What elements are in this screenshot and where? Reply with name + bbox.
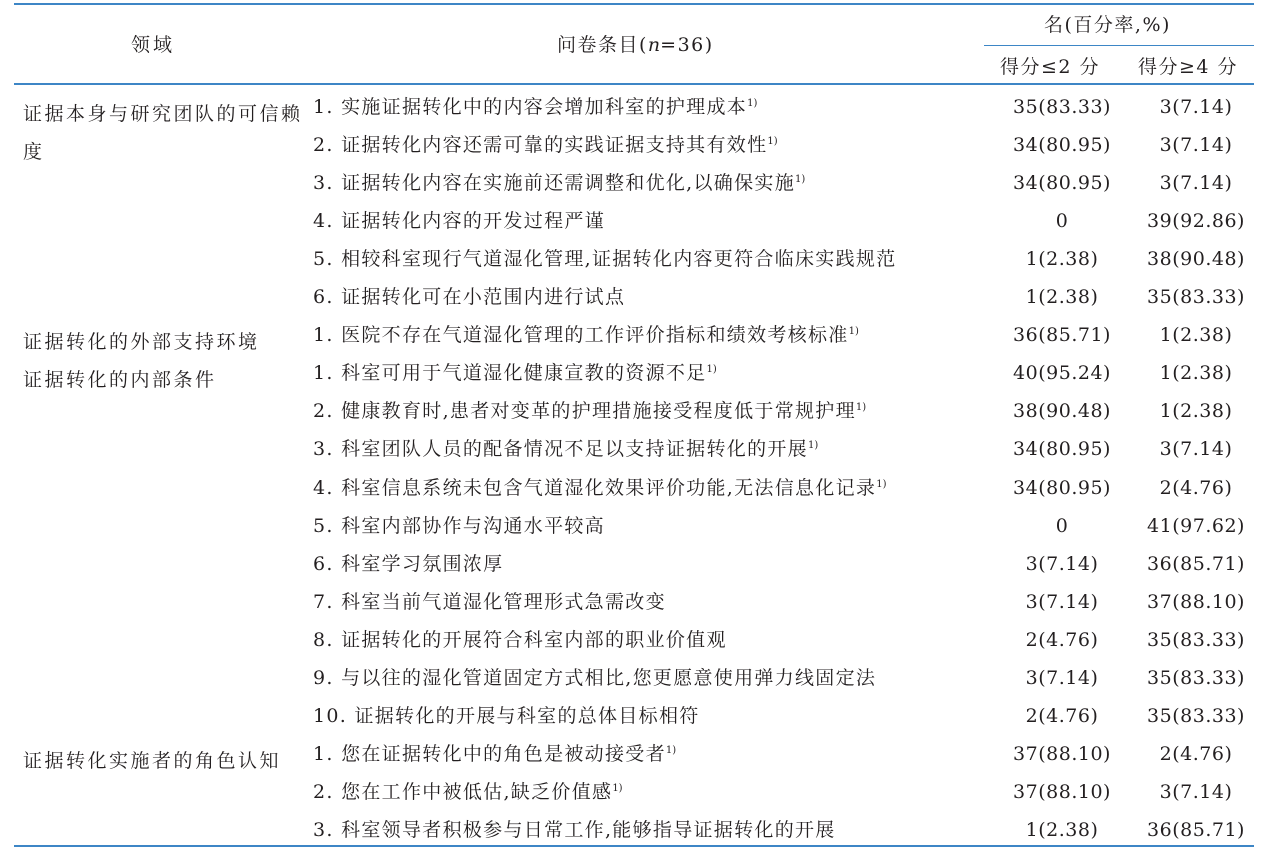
item-cell (313, 247, 897, 271)
item-cell (313, 590, 666, 614)
item-text: 8. 证据转化的开展符合科室内部的职业价值观 (313, 628, 727, 651)
item-cell (313, 285, 625, 309)
header-item-prefix: 问卷条目( (557, 34, 648, 56)
score-high-cell: 35(83.33) (1147, 704, 1245, 727)
item-cell (313, 133, 778, 157)
domain-cell: 证据本身与研究团队的可信赖度 (23, 103, 303, 163)
item-text: 1. 实施证据转化中的内容会增加科室的护理成本 (313, 96, 748, 118)
item-cell (313, 437, 818, 461)
footnote-marker: 1) (876, 478, 887, 490)
score-low-cell: 35(83.33) (1013, 96, 1111, 118)
score-high-cell: 3(7.14) (1159, 780, 1233, 803)
item-cell (313, 209, 605, 233)
item-text: 10. 证据转化的开展与科室的总体目标相符 (313, 704, 700, 727)
item-cell (313, 552, 503, 576)
score-high-cell: 1(2.38) (1159, 362, 1233, 385)
item-text: 7. 科室当前气道湿化管理形式急需改变 (313, 590, 666, 613)
item-cell (313, 666, 876, 690)
table-row (0, 316, 1268, 354)
table-row (0, 773, 1268, 811)
item-text: 1. 医院不存在气道湿化管理的工作评价指标和绩效考核标准 (313, 324, 849, 347)
table-row (0, 545, 1268, 583)
score-low-cell: 34(80.95) (1013, 172, 1111, 195)
header-item-suffix: =36) (660, 34, 714, 56)
item-text: 4. 证据转化内容的开发过程严谨 (313, 210, 605, 233)
item-text: 2. 健康教育时,患者对变革的护理措施接受程度低于常规护理 (313, 400, 856, 423)
item-cell (313, 818, 836, 842)
score-low-cell: 2(4.76) (1025, 704, 1099, 727)
score-low-cell: 37(88.10) (1013, 742, 1111, 765)
score-low-cell: 2(4.76) (1025, 628, 1099, 651)
header-count-percent: 名(百分率,%) (1044, 14, 1171, 36)
score-low-cell: 40(95.24) (1013, 362, 1111, 385)
footnote-marker: 1) (767, 136, 778, 148)
score-low-cell: 0 (1055, 514, 1069, 537)
item-text: 1. 科室可用于气道湿化健康宣教的资源不足 (313, 362, 707, 385)
score-low-cell: 1(2.38) (1025, 286, 1099, 309)
item-cell (313, 361, 717, 385)
score-high-cell: 36(85.71) (1147, 552, 1245, 575)
item-cell (313, 476, 886, 500)
item-text: 5. 科室内部协作与沟通水平较高 (313, 514, 605, 537)
table-row (0, 126, 1268, 164)
item-text: 9. 与以往的湿化管道固定方式相比,您更愿意使用弹力线固定法 (313, 666, 877, 689)
item-cell (313, 780, 623, 804)
score-high-cell: 3(7.14) (1159, 134, 1233, 157)
score-high-cell: 1(2.38) (1159, 324, 1233, 347)
table-row (0, 811, 1268, 849)
item-cell (313, 704, 700, 728)
header-score-low: 得分≤2 分 (1000, 56, 1101, 78)
item-text: 2. 证据转化内容还需可靠的实践证据支持其有效性 (313, 134, 768, 157)
table-row (0, 583, 1268, 621)
footnote-marker: 1) (612, 782, 623, 794)
table-row (0, 507, 1268, 545)
header-item (557, 33, 714, 57)
header-rule (14, 83, 1254, 85)
item-text: 3. 科室团队人员的配备情况不足以支持证据转化的开展 (313, 438, 808, 461)
table-row (0, 621, 1268, 659)
score-high-cell: 3(7.14) (1159, 172, 1233, 195)
table-row (0, 469, 1268, 507)
table-row (0, 735, 1268, 773)
group-header-rule (984, 45, 1254, 46)
table-row (0, 202, 1268, 240)
footnote-marker: 1) (665, 744, 677, 756)
item-cell (313, 323, 859, 347)
score-low-cell: 3(7.14) (1025, 666, 1099, 689)
header-domain: 领域 (131, 34, 176, 56)
item-cell (313, 95, 757, 119)
score-low-cell: 1(2.38) (1025, 818, 1099, 841)
score-low-cell: 34(80.95) (1013, 438, 1111, 461)
domain-cell: 证据转化的外部支持环境 (23, 331, 260, 354)
item-cell (313, 514, 605, 538)
table-row (0, 354, 1268, 392)
score-high-cell: 1(2.38) (1159, 400, 1233, 423)
score-high-cell: 38(90.48) (1147, 248, 1245, 271)
table-row (0, 430, 1268, 468)
header-item-n: n (647, 34, 661, 56)
score-high-cell: 35(83.33) (1147, 666, 1245, 689)
item-text: 6. 科室学习氛围浓厚 (313, 552, 504, 575)
domain-cell: 证据转化的内部条件 (23, 369, 217, 392)
score-low-cell: 37(88.10) (1013, 780, 1111, 803)
item-text: 3. 证据转化内容在实施前还需调整和优化,以确保实施 (313, 172, 796, 195)
footnote-marker: 1) (855, 402, 867, 414)
score-high-cell: 35(83.33) (1147, 628, 1245, 651)
table-row (0, 164, 1268, 202)
score-high-cell: 41(97.62) (1147, 514, 1245, 537)
table-row (0, 697, 1268, 735)
top-rule (14, 3, 1254, 5)
score-high-cell: 36(85.71) (1147, 818, 1245, 841)
item-text: 3. 科室领导者积极参与日常工作,能够指导证据转化的开展 (313, 818, 836, 841)
item-cell (313, 399, 866, 423)
score-high-cell: 2(4.76) (1159, 476, 1233, 499)
table-row (0, 392, 1268, 430)
item-cell (313, 628, 727, 652)
item-text: 2. 您在工作中被低估,缺乏价值感 (313, 780, 613, 803)
score-high-cell: 3(7.14) (1159, 96, 1233, 118)
score-high-cell: 35(83.33) (1147, 286, 1245, 309)
score-high-cell: 37(88.10) (1147, 590, 1245, 613)
footnote-marker: 1) (807, 440, 819, 452)
score-low-cell: 0 (1055, 210, 1069, 233)
footnote-marker: 1) (795, 174, 806, 186)
score-low-cell: 3(7.14) (1025, 552, 1099, 575)
item-text: 5. 相较科室现行气道湿化管理,证据转化内容更符合临床实践规范 (313, 248, 897, 271)
footnote-marker: 1) (706, 364, 717, 376)
score-high-cell: 2(4.76) (1159, 742, 1233, 765)
item-text: 6. 证据转化可在小范围内进行试点 (313, 286, 626, 309)
table-row (0, 240, 1268, 278)
score-low-cell: 36(85.71) (1013, 324, 1111, 347)
score-low-cell: 34(80.95) (1013, 134, 1111, 157)
footnote-marker: 1) (747, 98, 758, 109)
item-text: 1. 您在证据转化中的角色是被动接受者 (313, 742, 666, 765)
item-text: 4. 科室信息系统未包含气道湿化效果评价功能,无法信息化记录 (313, 476, 877, 499)
score-low-cell: 3(7.14) (1025, 590, 1099, 613)
score-low-cell: 38(90.48) (1013, 400, 1111, 423)
item-cell (313, 171, 805, 195)
header-score-high: 得分≥4 分 (1138, 56, 1239, 78)
table-row (0, 659, 1268, 697)
table-row (0, 278, 1268, 316)
score-high-cell: 39(92.86) (1147, 210, 1245, 233)
score-low-cell: 34(80.95) (1013, 476, 1111, 499)
item-cell (313, 742, 676, 766)
footnote-marker: 1) (848, 326, 859, 338)
domain-cell: 证据转化实施者的角色认知 (23, 749, 282, 772)
score-low-cell: 1(2.38) (1025, 248, 1099, 271)
score-high-cell: 3(7.14) (1159, 438, 1233, 461)
